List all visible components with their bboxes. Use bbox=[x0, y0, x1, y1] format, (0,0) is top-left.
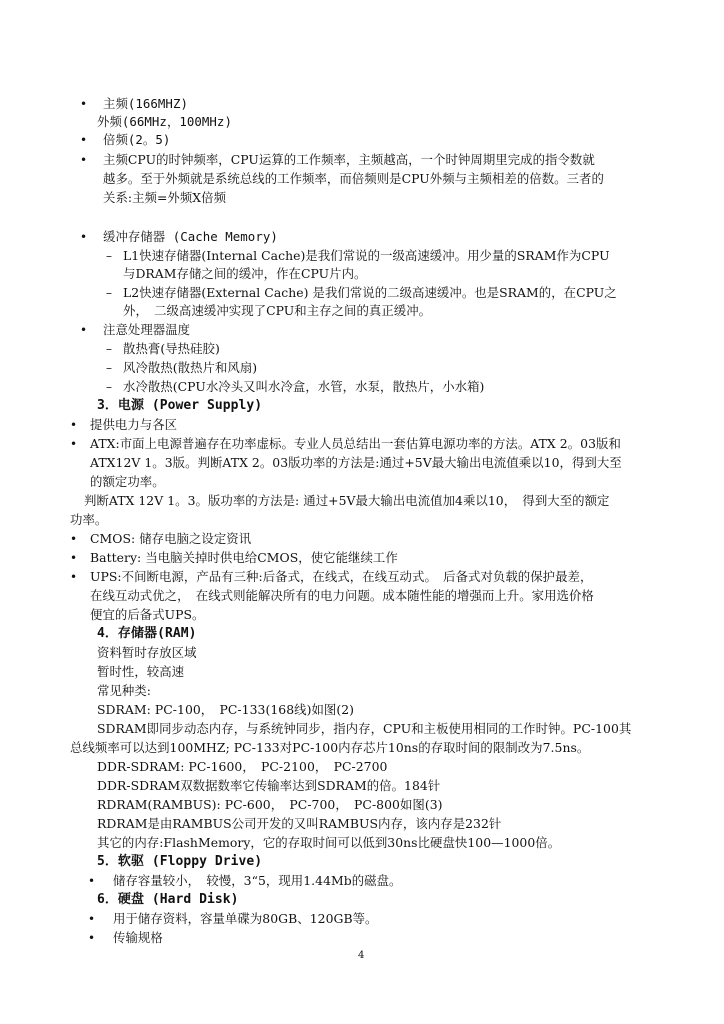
text-line: 提供电力与各区 bbox=[90, 417, 178, 432]
bullet-marker: • bbox=[80, 153, 88, 167]
text-line: 倍频(2。5) bbox=[103, 132, 171, 147]
text-line: 外频(66MHz，100MHz) bbox=[97, 114, 232, 129]
text-line: CMOS: 储存电脑之设定资讯 bbox=[90, 531, 252, 546]
text-line: 资料暂时存放区域 bbox=[97, 645, 197, 660]
text-line: 在线互动式优之， 在线式则能解决所有的电力问题。成本随性能的增强而上升。家用选价格 bbox=[90, 588, 594, 603]
bullet-marker: • bbox=[80, 133, 88, 147]
text-line: 暂时性，较高速 bbox=[97, 664, 185, 679]
dash-marker: – bbox=[106, 286, 112, 300]
text-line: 便宜的后备式UPS。 bbox=[90, 607, 205, 622]
page-number: 4 bbox=[358, 950, 365, 961]
bullet-marker: • bbox=[70, 532, 78, 546]
dash-marker: – bbox=[106, 380, 112, 394]
text-line: SDRAM: PC-100， PC-133(168线)如图(2) bbox=[97, 702, 355, 717]
text-line: 传输规格 bbox=[113, 930, 163, 945]
text-line: RDRAM(RAMBUS): PC-600， PC-700， PC-800如图(3) bbox=[97, 797, 443, 812]
text-line: ATX:市面上电源普遍存在功率虚标。专业人员总结出一套估算电源功率的方法。ATX 2。03版和 bbox=[90, 436, 621, 451]
section-heading: 4．存储器(RAM) bbox=[97, 626, 197, 641]
text-line: DDR-SDRAM: PC-1600， PC-2100， PC-2700 bbox=[97, 759, 388, 774]
dash-marker: – bbox=[106, 249, 112, 263]
bullet-marker: • bbox=[80, 97, 88, 111]
text-line: UPS:不间断电源，产品有三种:后备式，在线式，在线互动式。 后备式对负载的保护最差， bbox=[90, 569, 593, 584]
section-heading: 3．电源 (Power Supply) bbox=[97, 398, 263, 413]
bullet-marker: • bbox=[70, 418, 78, 432]
text-line: 主频(166MHZ) bbox=[103, 96, 188, 111]
bullet-marker: • bbox=[88, 874, 96, 888]
text-line: 关系:主频=外频X倍频 bbox=[103, 190, 227, 205]
text-line: 其它的内存:FlashMemory，它的存取时间可以低到30ns比硬盘快100—1000倍。 bbox=[97, 835, 561, 850]
text-line: 散热膏(导热硅胶) bbox=[123, 341, 220, 356]
text-line: 外， 二级高速缓冲实现了CPU和主存之间的真正缓冲。 bbox=[123, 303, 432, 318]
text-line: 判断ATX 12V 1。3。版功率的方法是: 通过+5V最大输出电流值加4乘以10， 得到大至的额定 bbox=[84, 493, 610, 508]
text-line: RDRAM是由RAMBUS公司开发的又叫RAMBUS内存，该内存是232针 bbox=[97, 816, 502, 831]
text-line: 用于储存资料，容量单碟为80GB、120GB等。 bbox=[113, 911, 378, 926]
text-line: 常见种类: bbox=[97, 683, 151, 698]
text-line: 的额定功率。 bbox=[90, 474, 165, 489]
text-line: 水冷散热(CPU水冷头又叫水冷盒，水管，水泵，散热片，小水箱) bbox=[123, 379, 485, 394]
dash-marker: – bbox=[106, 361, 112, 375]
text-line: L2快速存储器(External Cache) 是我们常说的二级高速缓冲。也是SRAM的，在CPU之 bbox=[123, 285, 617, 300]
dash-marker: – bbox=[106, 342, 112, 356]
section-heading: 5．软驱 (Floppy Drive) bbox=[97, 854, 263, 869]
text-line: 与DRAM存储之间的缓冲，作在CPU片内。 bbox=[123, 266, 367, 281]
text-line: L1快速存储器(Internal Cache)是我们常说的一级高速缓冲。用少量的SRAM作为CPU bbox=[123, 248, 610, 263]
bullet-marker: • bbox=[80, 323, 88, 337]
bullet-marker: • bbox=[80, 230, 88, 244]
text-line: 总线频率可以达到100MHZ; PC-133对PC-100内存芯片10ns的存取时间的限制改为7.5ns。 bbox=[70, 740, 590, 755]
bullet-marker: • bbox=[88, 912, 96, 926]
text-line: DDR-SDRAM双数据数率它传输率达到SDRAM的倍。184针 bbox=[97, 778, 441, 793]
text-line: 储存容量较小， 较慢，3“5，现用1.44Mb的磁盘。 bbox=[113, 873, 402, 888]
text-line: SDRAM即同步动态内存，与系统钟同步，指内存，CPU和主板使用相同的工作时钟。PC-100其 bbox=[97, 721, 632, 736]
bullet-marker: • bbox=[70, 551, 78, 565]
text-line: 功率。 bbox=[70, 512, 108, 527]
bullet-marker: • bbox=[70, 437, 78, 451]
section-heading: 6．硬盘 (Hard Disk) bbox=[97, 892, 239, 907]
text-line: ATX12V 1。3版。判断ATX 2。03版功率的方法是:通过+5V最大输出电流值乘以10，得到大至 bbox=[90, 455, 622, 470]
bullet-marker: • bbox=[70, 570, 78, 584]
text-line: 风冷散热(散热片和风扇) bbox=[123, 360, 258, 375]
text-line: 缓冲存储器 (Cache Memory) bbox=[103, 229, 278, 244]
bullet-marker: • bbox=[88, 931, 96, 945]
text-line: 注意处理器温度 bbox=[103, 322, 191, 337]
text-line: Battery: 当电脑关掉时供电给CMOS，使它能继续工作 bbox=[90, 550, 398, 565]
text-line: 越多。至于外频就是系统总线的工作频率，而倍频则是CPU外频与主频相差的倍数。三者的 bbox=[103, 171, 604, 186]
text-line: 主频CPU的时钟频率，CPU运算的工作频率，主频越高，一个时钟周期里完成的指令数就 bbox=[103, 152, 595, 167]
